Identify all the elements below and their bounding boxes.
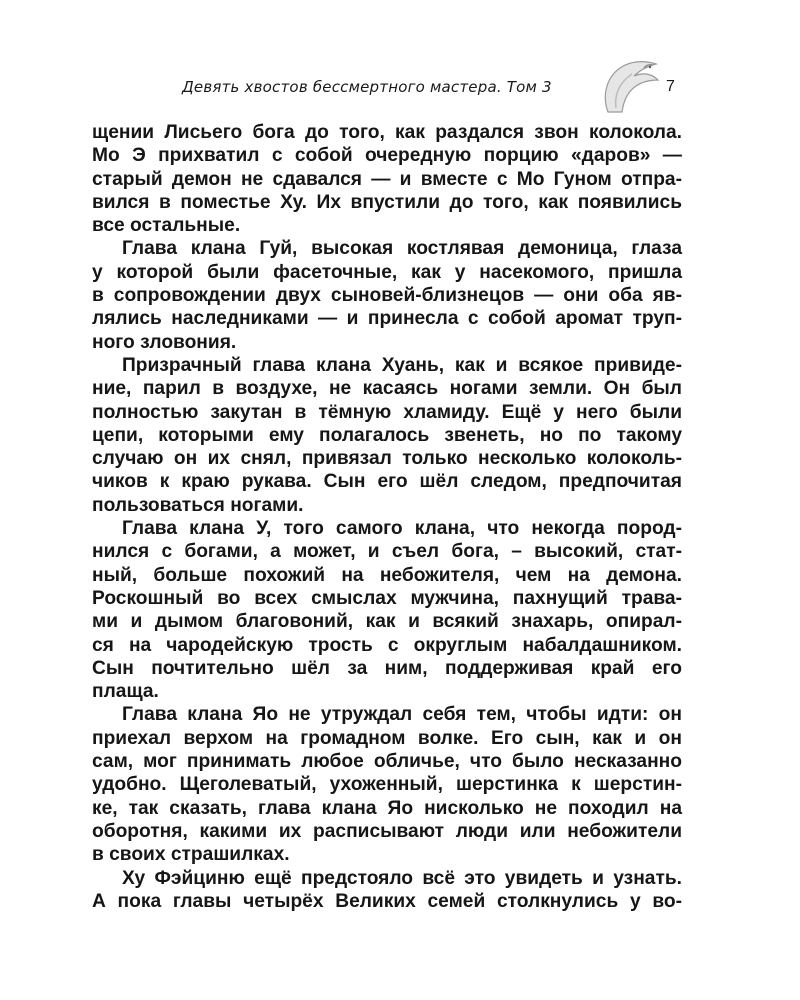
- text-line: ного зловония.: [92, 331, 237, 353]
- text-line: удобно. Щеголеватый, ухоженный, шерстинка к шерстин-: [92, 774, 682, 796]
- text-line: вился в поместье Ху. Их впустили до того, как появились: [92, 191, 682, 213]
- text-line: случаю он их снял, привязал только несколько колоколь-: [92, 448, 682, 470]
- text-line: цепи, которыми ему полагалось звенеть, но по такому: [92, 424, 682, 446]
- text-line: пользоваться ногами.: [92, 494, 304, 516]
- text-line: А пока главы четырёх Великих семей столкнулись у во-: [92, 890, 682, 912]
- text-line: приехал верхом на громадном волке. Его сын, как и он: [92, 727, 682, 749]
- text-line: ке, так сказать, глава клана Яо нисколько не походил на: [92, 797, 682, 819]
- text-line: Сын почтительно шёл за ним, поддерживая край его: [92, 657, 682, 679]
- text-line: Ху Фэйциню ещё предстояло всё это увидеть и узнать.: [122, 867, 682, 889]
- running-title: Девять хвостов бессмертного мастера. Том 3: [182, 78, 552, 96]
- text-line: в сопровождении двух сыновей-близнецов — они оба яв-: [92, 285, 682, 307]
- text-line: в своих страшилках.: [92, 844, 290, 866]
- text-line: полностью закутан в тёмную хламиду. Ещё у него были: [92, 401, 682, 423]
- text-line: Глава клана Яо не утруждал себя тем, чтобы идти: он: [122, 704, 682, 726]
- text-line: чиков к краю рукава. Сын его шёл следом, предпочитая: [92, 471, 682, 493]
- text-line: у которой были фасеточные, как у насекомого, пришла: [92, 261, 682, 283]
- text-line: Глава клана У, того самого клана, что некогда пород-: [122, 518, 682, 540]
- page-number: 7: [666, 78, 675, 95]
- text-line: плаща.: [92, 681, 159, 703]
- text-line: все остальные.: [92, 215, 241, 237]
- text-line: ми и дымом благовоний, как и всякий знахарь, опирал-: [92, 611, 682, 633]
- text-line: старый демон не сдавался — и вместе с Мо Гуном отпра-: [92, 168, 682, 190]
- text-line: Призрачный глава клана Хуань, как и всякое привиде-: [122, 354, 682, 376]
- text-line: лялись наследниками — и принесла с собой аромат труп-: [92, 308, 682, 330]
- text-line: щении Лисьего бога до того, как раздался звон колокола.: [92, 122, 682, 143]
- text-line: ся на чародейскую трость с округлым набалдашником.: [92, 634, 682, 656]
- text-line: Мо Э прихватил с собой очередную порцию «даров» —: [92, 145, 682, 167]
- text-line: ние, парил в воздухе, не касаясь ногами земли. Он был: [92, 378, 682, 400]
- text-line: Глава клана Гуй, высокая костлявая демоница, глаза: [122, 238, 682, 260]
- fox-tail-emblem-icon: [600, 56, 662, 114]
- text-line: Роскошный во всех смыслах мужчина, пахнущий трава-: [92, 587, 682, 609]
- page-header: [90, 56, 690, 116]
- text-line: оборотня, какими их расписывают люди или небожители: [92, 820, 682, 842]
- text-line: сам, мог принимать любое обличье, что было несказанно: [92, 751, 682, 773]
- text-line: нился с богами, а может, и съел бога, – высокий, стат-: [92, 541, 682, 563]
- body-text: [92, 121, 682, 913]
- text-line: ный, больше похожий на небожителя, чем на демона.: [92, 564, 682, 586]
